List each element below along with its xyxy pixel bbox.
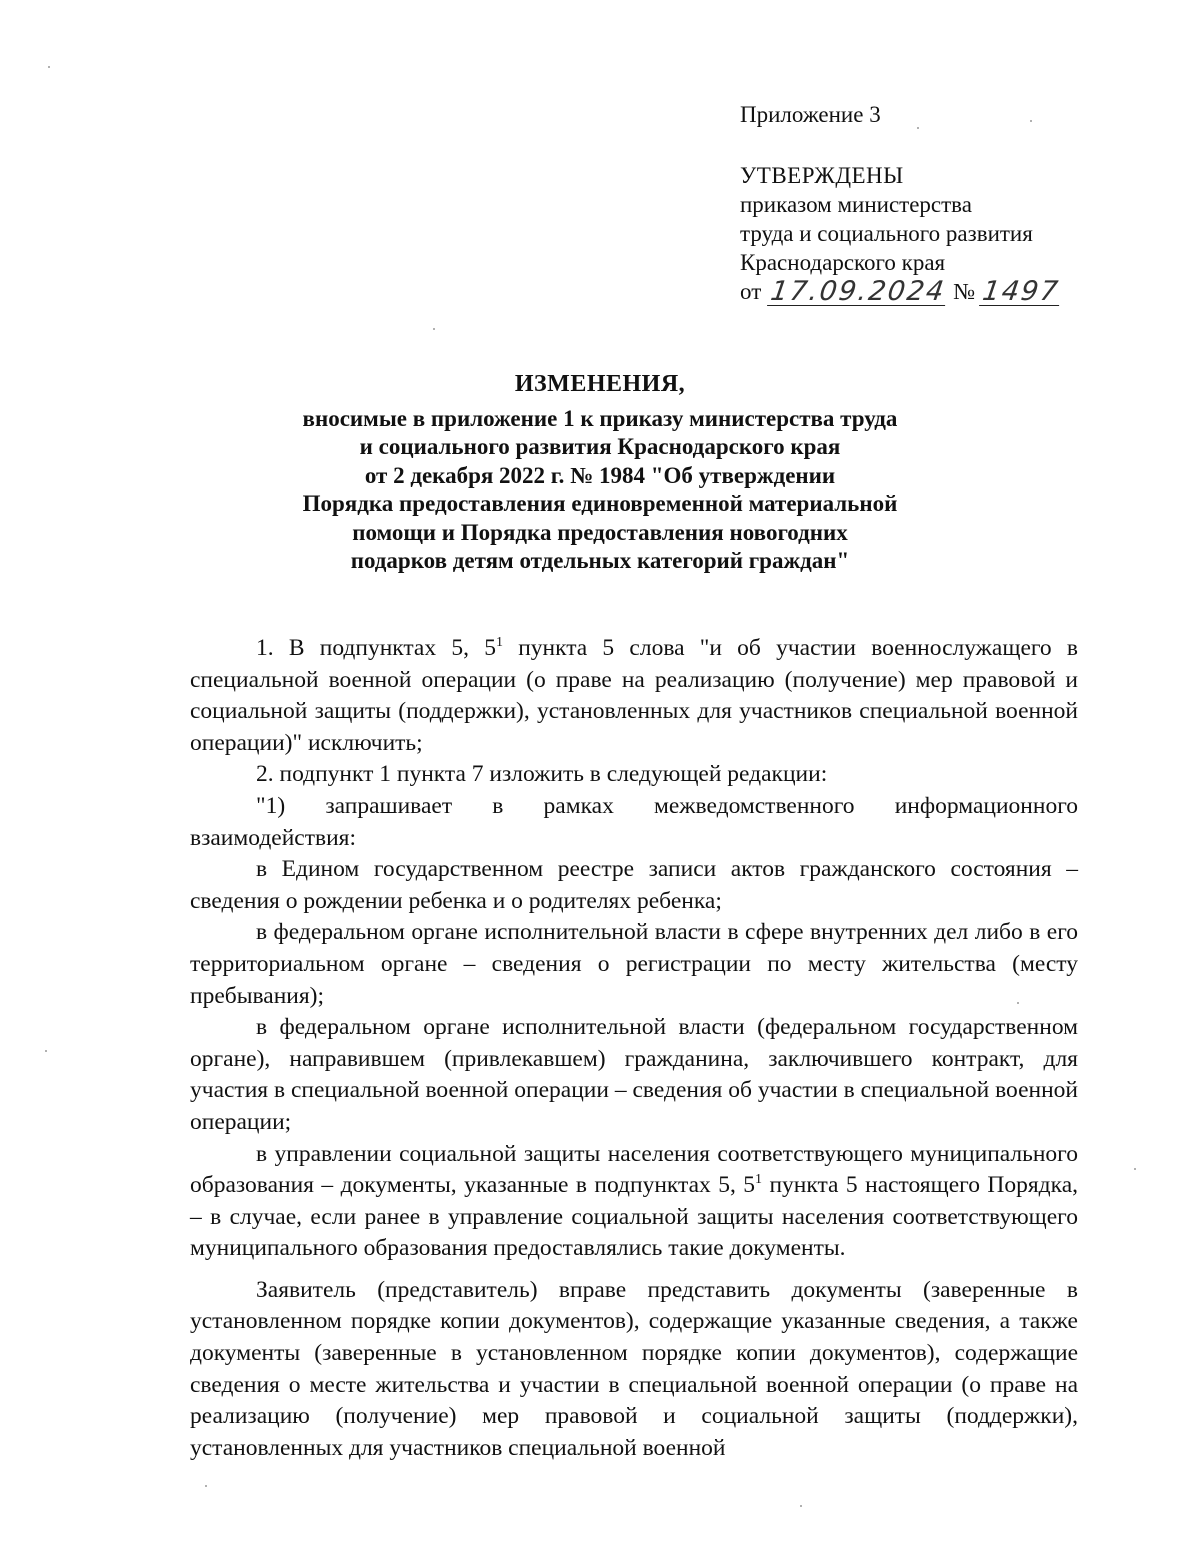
paragraph-4: в Едином государственном реестре записи актов гражданского состояния – сведения о рождении ребенка и о родителях ребенка; — [190, 856, 1078, 914]
title-main: ИЗМЕНЕНИЯ, — [514, 371, 686, 397]
paragraph-3: "1) запрашивает в рамках межведомственного информационного взаимодействия: — [190, 792, 1078, 851]
paragraph-7-superscript: 1 — [755, 1172, 763, 1188]
from-label: от — [740, 279, 762, 304]
scan-speck — [48, 66, 50, 68]
paragraph-7-start: в управлении социальной защиты населения соответствующего муниципального образования – документы, указанные в подпунктах 5, 5 — [190, 1140, 1078, 1199]
document-body — [190, 633, 1078, 1464]
paragraph-6: в федеральном органе исполнительной власти (федеральном государственном органе), направившем (привлекавшем) гражданина, заключившего контракт, для участия в специальной военной операции – сведения об участии в специальной военной операции; — [190, 1014, 1078, 1135]
approval-line-1: приказом министерства — [740, 192, 972, 217]
annex-label: Приложение 3 — [740, 102, 881, 127]
title-line-6: подарков детям отдельных категорий граждан" — [350, 548, 850, 573]
scan-speck — [205, 1485, 207, 1487]
approved-heading: УТВЕРЖДЕНЫ — [740, 163, 904, 188]
scan-speck — [917, 127, 919, 129]
number-label: № — [953, 279, 976, 304]
paragraph-1-start: 1. В подпунктах 5, 5 — [256, 635, 496, 661]
paragraph-5: в федеральном органе исполнительной власти в сфере внутренних дел либо в его территориальном органе – сведения о регистрации по месту жительства (месту пребывания); — [190, 919, 1078, 1009]
paragraph-7-end: пункта 5 настоящего Порядка, – в случае, если ранее в управление социальной защиты населения соответствующего муниципального образования предоставлялись такие документы. — [190, 1172, 1078, 1262]
paragraph-8: Заявитель (представитель) вправе представить документы (заверенные в установленном порядке копии документов), содержащие указанные сведения, а также документы (заверенные в установленном порядке копии документов), содержащие сведения о месте жительства и участии в специальной военной операции (о праве на реализацию (получение) мер правовой и социальной защиты (поддержки), установленных для участников специальной военной — [190, 1276, 1078, 1461]
order-date-number — [740, 277, 1160, 306]
handwritten-date: 17.09.2024 — [768, 276, 948, 307]
title-line-1: вносимые в приложение 1 к приказу министерства труда — [302, 405, 898, 431]
paragraph-2: 2. подпункт 1 пункта 7 изложить в следующей редакции: — [256, 761, 828, 788]
paragraph-1-superscript: 1 — [495, 635, 503, 651]
title-line-4: Порядка предоставления единовременной материальной — [302, 491, 898, 516]
document-title — [150, 370, 1050, 576]
scan-speck — [800, 1505, 802, 1507]
title-line-2: и социального развития Краснодарского края — [359, 434, 841, 459]
paragraph-1-end: пункта 5 слова "и об участии военнослужащего в специальной военной операции (о праве на реализацию (получение) мер правовой и социальной защиты (поддержки), установленных для участников специальной военной операции)" исключить; — [190, 635, 1079, 756]
scan-speck — [433, 328, 435, 330]
handwritten-number: 1497 — [980, 276, 1062, 307]
approval-block — [740, 100, 1160, 306]
scan-speck — [45, 1050, 47, 1052]
approval-line-2: труда и социального развития — [740, 221, 1033, 246]
paragraph-7 — [190, 1139, 1078, 1265]
scan-speck — [1030, 120, 1032, 122]
paragraph-1 — [190, 633, 1078, 759]
scan-speck — [1017, 1002, 1019, 1004]
scan-speck — [1134, 1168, 1136, 1170]
approval-line-3: Краснодарского края — [740, 250, 946, 275]
title-line-3: от 2 декабря 2022 г. № 1984 "Об утверждении — [364, 462, 836, 488]
title-line-5: помощи и Порядка предоставления новогодних — [352, 519, 848, 545]
